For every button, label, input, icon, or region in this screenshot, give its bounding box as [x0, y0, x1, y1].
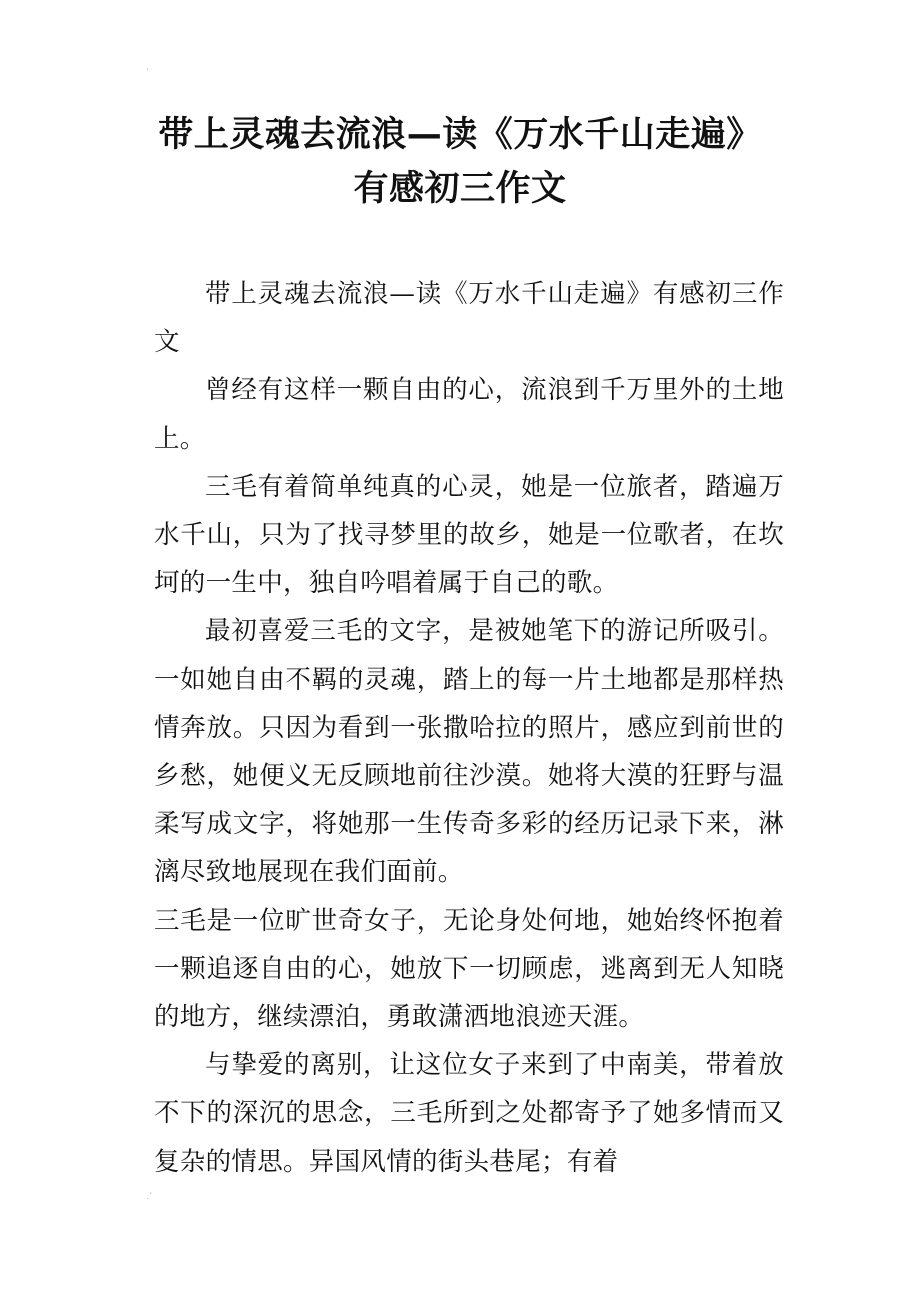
paragraph-subtitle: 带上灵魂去流浪—读《万水千山走遍》有感初三作文	[154, 279, 784, 358]
page-corner-mark-bottom: .‘	[146, 1191, 153, 1202]
paragraph: 与挚爱的离别，让这位女子来到了中南美，带着放不下的深沉的思念，三毛所到之处都寄予了她多情而又复杂的情思。异国风情的街头巷尾；有着	[154, 1050, 784, 1177]
paragraph: 最初喜爱三毛的文字，是被她笔下的游记所吸引。一如她自由不羁的灵魂，踏上的每一片土地都是那样热情奔放。只因为看到一张撒哈拉的照片，感应到前世的乡愁，她便义无反顾地前往沙漠。她将大漠的狂野与温柔写成文字，将她那一生传奇多彩的经历记录下来，淋漓尽致地展现在我们面前。	[154, 616, 784, 888]
page-corner-mark-top: ‘	[146, 67, 150, 78]
document-title	[100, 108, 820, 216]
title-line-1: 带上灵魂去流浪—读《万水千山走遍》	[158, 115, 762, 155]
title-line-2: 有感初三作文	[353, 169, 567, 209]
paragraph: 曾经有这样一颗自由的心，流浪到千万里外的土地上。	[154, 375, 784, 454]
document-body	[154, 270, 784, 1186]
paragraph: 三毛有着简单纯真的心灵，她是一位旅者，踏遍万水千山，只为了找寻梦里的故乡，她是一位歌者，在坎坷的一生中，独自吟唱着属于自己的歌。	[154, 471, 784, 599]
paragraph-continued: 三毛是一位旷世奇女子，无论身处何地，她始终怀抱着一颗追逐自由的心，她放下一切顾虑，逃离到无人知晓的地方，继续漂泊，勇敢潇洒地浪迹天涯。	[154, 905, 784, 1033]
